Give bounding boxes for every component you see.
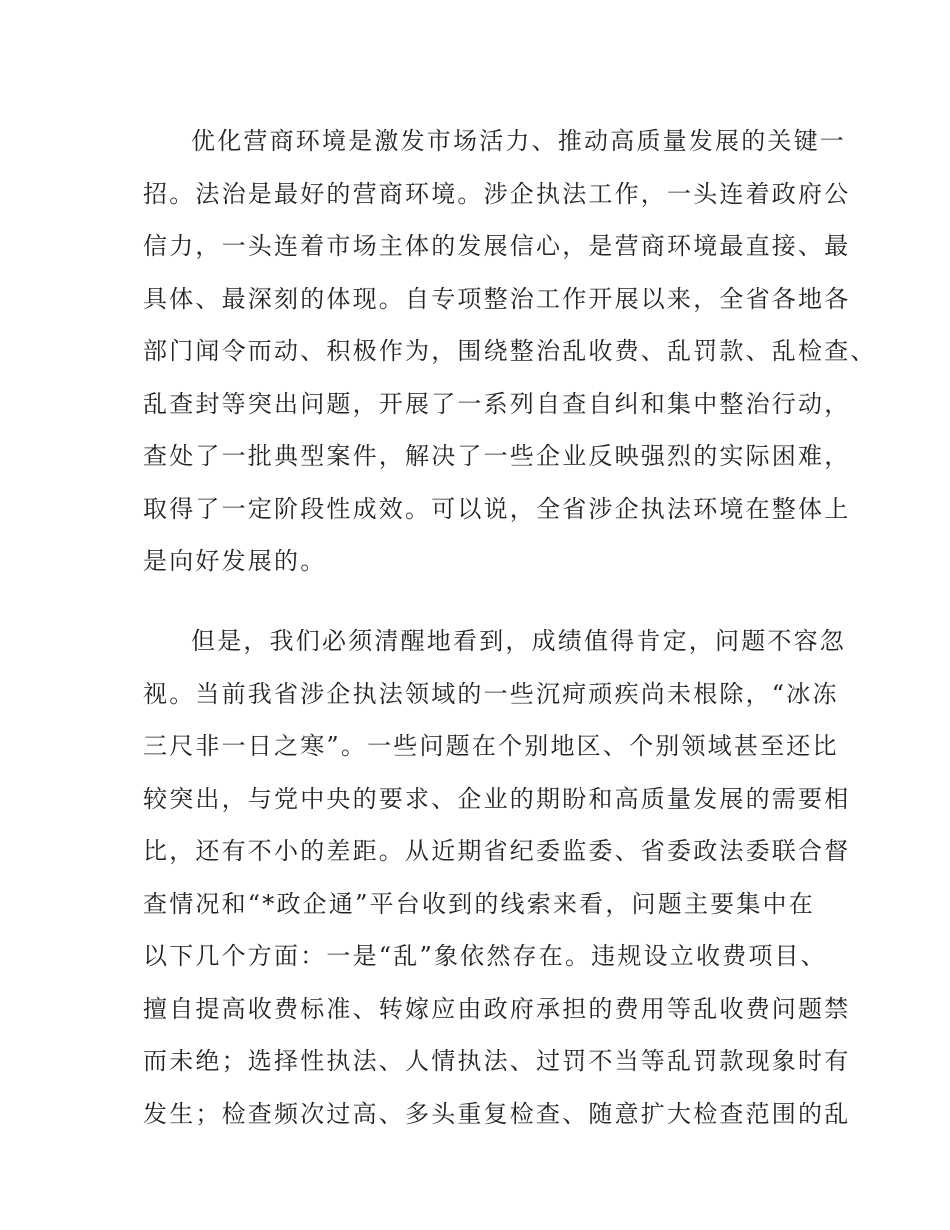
text-line: 三尺非一日之寒”。一些问题在个别地区、个别领域甚至还比 [143, 732, 839, 760]
text-line: 视。当前我省涉企执法领域的一些沉疴顽疾尚未根除，“冰冻 [143, 679, 839, 708]
text-line: 查处了一批典型案件，解决了一些企业反映强烈的实际困难， [143, 442, 851, 470]
text-line: 比，还有不小的差距。从近期省纪委监委、省委政法委联合督 [143, 837, 851, 865]
text-line: 以下几个方面：一是“乱”象依然存在。违规设立收费项目、 [143, 942, 827, 970]
text-line: 查情况和“*政企通”平台收到的线索来看，问题主要集中在 [143, 889, 815, 918]
text-line: 具体、最深刻的体现。自专项整治工作开展以来，全省各地各 [143, 284, 851, 313]
text-line: 是向好发展的。 [143, 547, 327, 575]
text-line: 部门闻令而动、积极作为，围绕整治乱收费、乱罚款、乱检查、 [143, 337, 877, 365]
text-line: 招。法治是最好的营商环境。涉企执法工作，一头连着政府公 [143, 179, 851, 208]
text-line: 发生；检查频次过高、多头重复检查、随意扩大检查范围的乱 [143, 1099, 851, 1128]
text-line: 优化营商环境是激发市场活力、推动高质量发展的关键一 [191, 127, 846, 155]
text-line: 擅自提高收费标准、转嫁应由政府承担的费用等乱收费问题禁 [143, 994, 851, 1023]
text-line: 但是，我们必须清醒地看到，成绩值得肯定，问题不容忽 [191, 627, 846, 655]
paragraph-1 [143, 115, 877, 588]
text-line: 较突出，与党中央的要求、企业的期盼和高质量发展的需要相 [143, 784, 851, 813]
text-line: 取得了一定阶段性成效。可以说，全省涉企执法环境在整体上 [143, 494, 851, 523]
text-line: 信力，一头连着市场主体的发展信心，是营商环境最直接、最 [143, 232, 851, 260]
paragraph-2 [143, 615, 851, 1140]
text-line: 而未绝；选择性执法、人情执法、过罚不当等乱罚款现象时有 [143, 1047, 851, 1075]
text-line: 乱查封等突出问题，开展了一系列自查自纠和集中整治行动， [143, 389, 851, 418]
